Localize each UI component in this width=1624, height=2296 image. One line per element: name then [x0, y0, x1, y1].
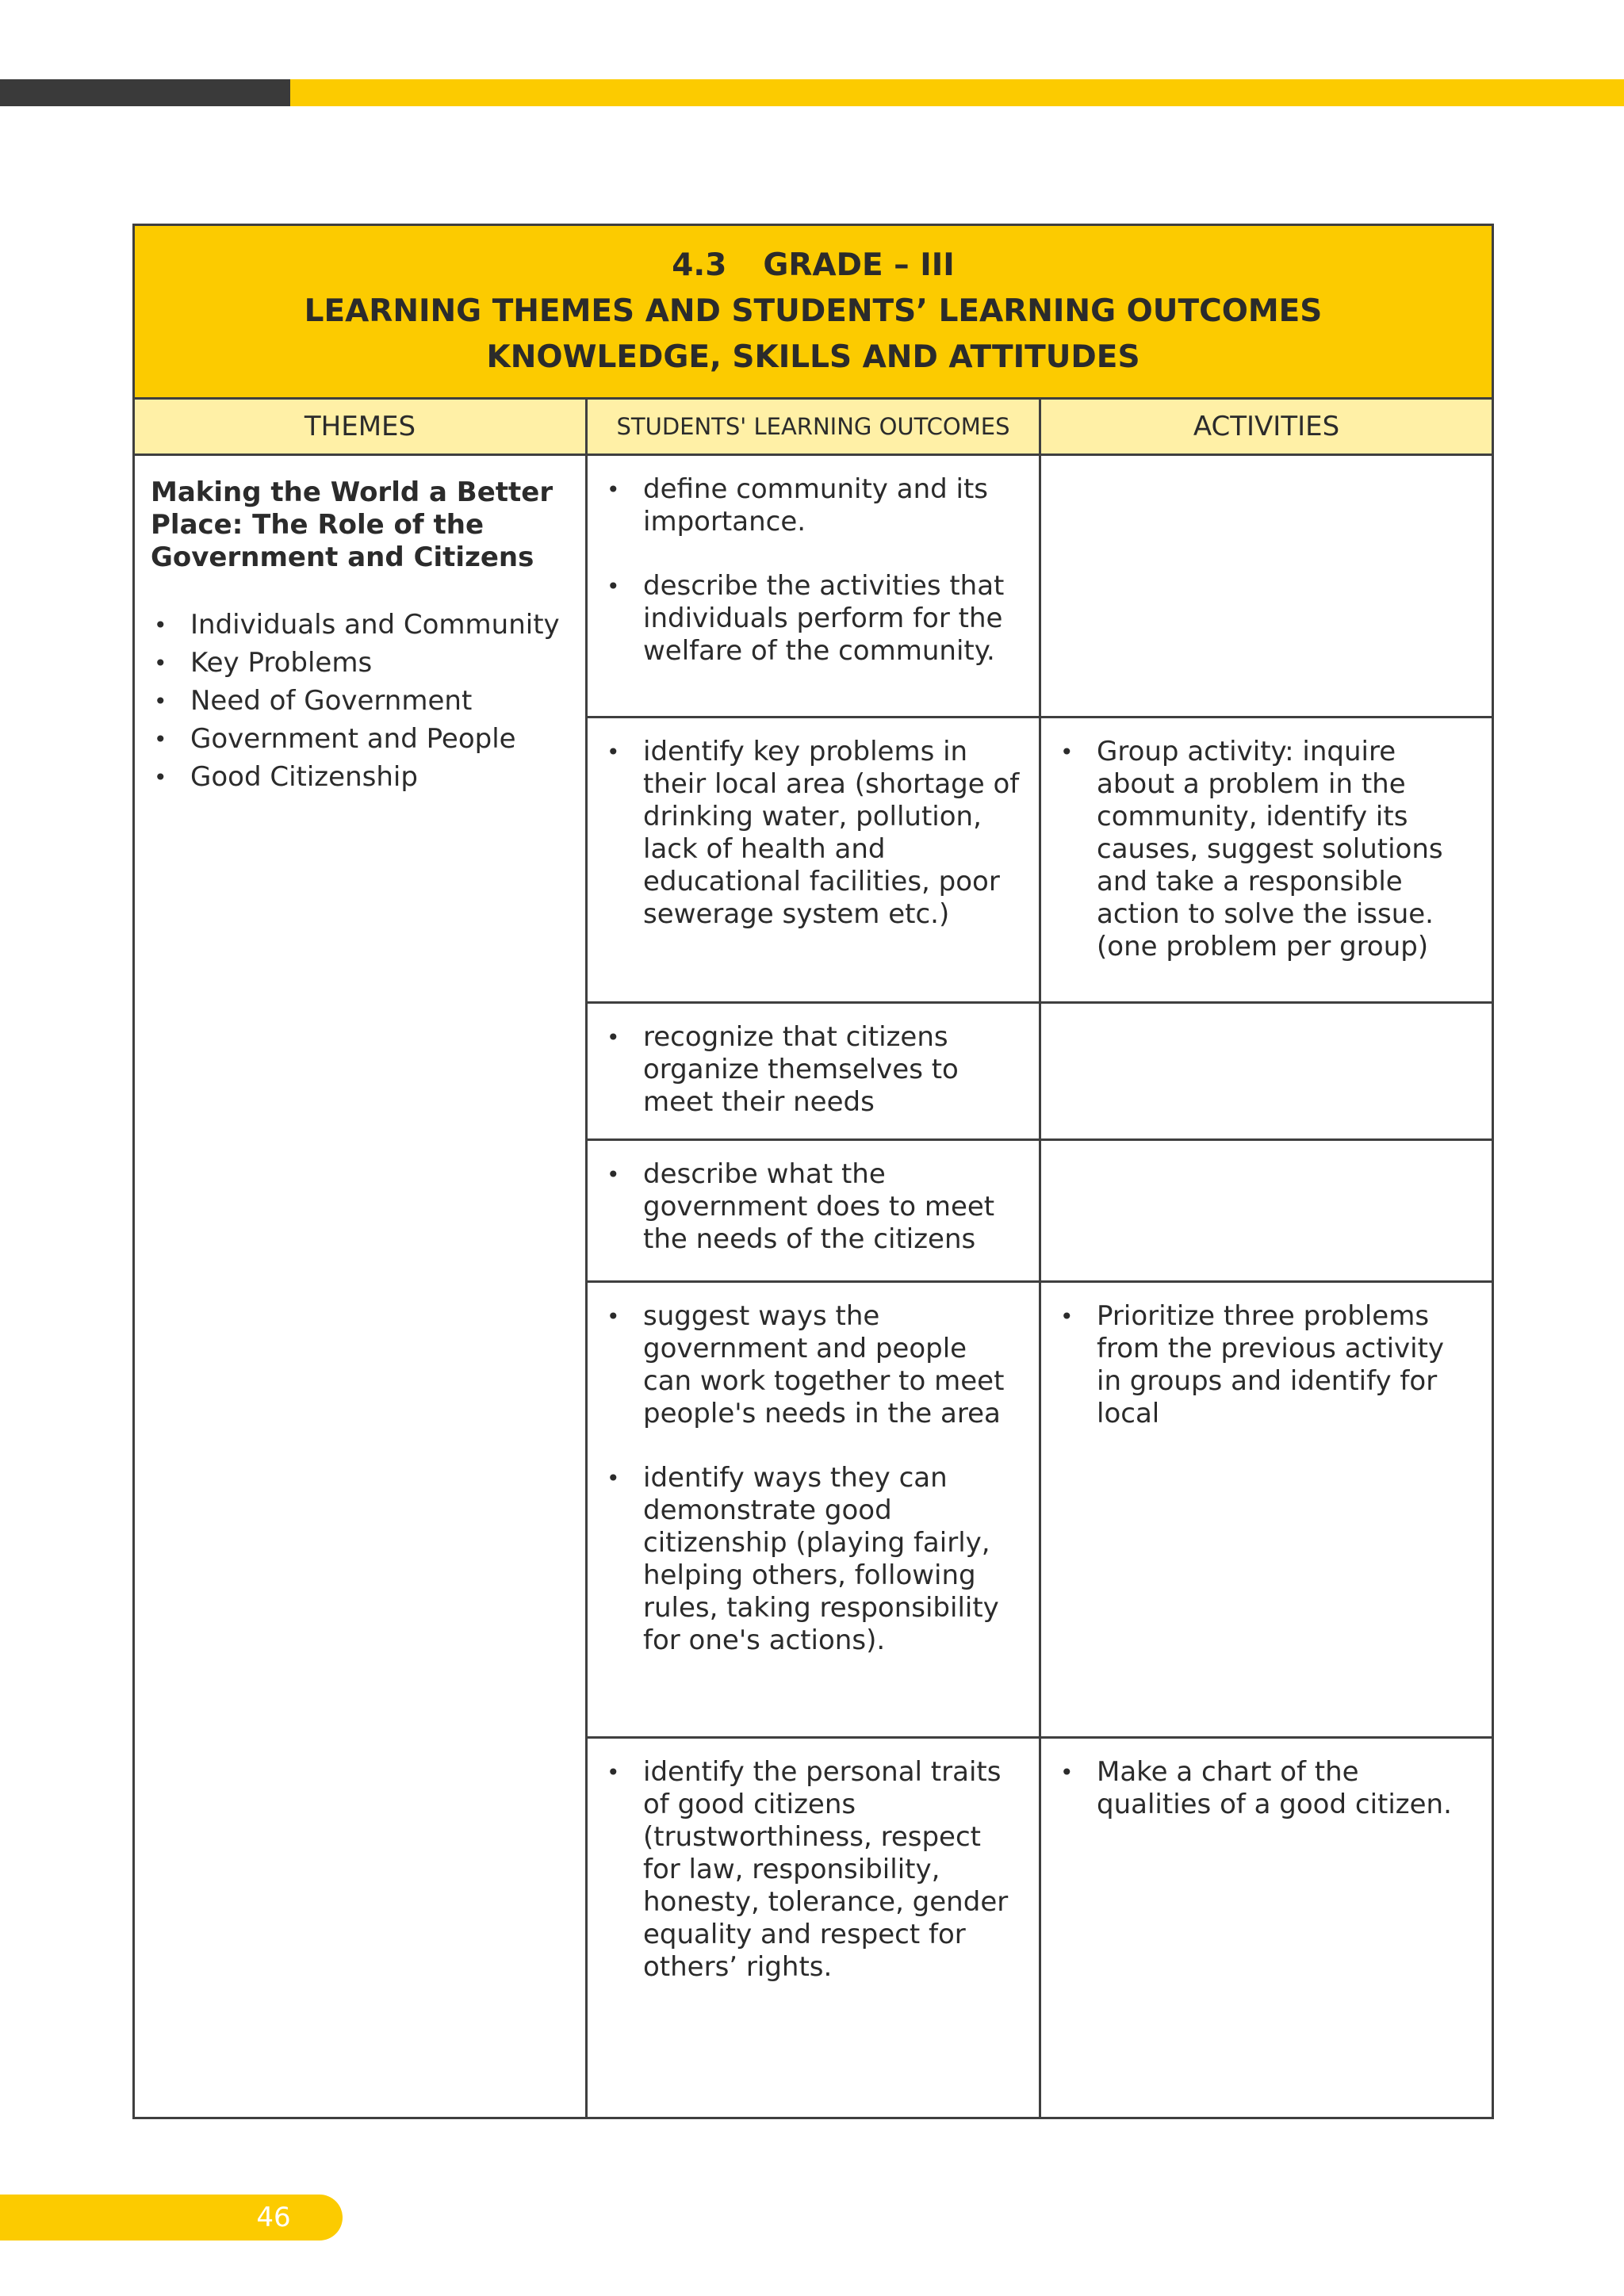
theme-item: • Good Citizenship	[151, 761, 569, 794]
column-header-outcomes: STUDENTS' LEARNING OUTCOMES	[587, 399, 1040, 455]
outcome-item: • identify the personal traits of good citizens (trustworthiness, respect for law, responsibility, honesty, tolerance, gender equality and respect for others’ rights.	[603, 1756, 1023, 1984]
activity-cell	[1040, 1738, 1493, 2118]
outcome-cell	[587, 718, 1040, 1003]
theme-item: • Individuals and Community	[151, 609, 569, 641]
top-bar-accent	[290, 79, 1624, 106]
outcome-cell	[587, 1738, 1040, 2118]
title-line-2: LEARNING THEMES AND STUDENTS’ LEARNING OUTCOMES	[304, 293, 1323, 329]
outcome-cell	[587, 1140, 1040, 1282]
activity-cell	[1040, 718, 1493, 1003]
outcome-list	[603, 1158, 1023, 1256]
top-bar-dark	[0, 79, 290, 106]
theme-item: • Key Problems	[151, 647, 569, 679]
activity-cell-empty	[1040, 1140, 1493, 1282]
grade-heading	[135, 243, 1492, 289]
activity-item: • Prioritize three problems from the previous activity in groups and identify for local	[1057, 1300, 1476, 1430]
curriculum-table	[132, 224, 1494, 2119]
outcome-list	[603, 473, 1023, 668]
activity-cell-empty	[1040, 1003, 1493, 1140]
title-line-3: KNOWLEDGE, SKILLS AND ATTITUDES	[486, 339, 1140, 375]
activity-cell	[1040, 1282, 1493, 1738]
outcome-cell	[587, 455, 1040, 718]
outcome-list	[603, 1300, 1023, 1657]
outcome-list	[603, 736, 1023, 931]
outcome-item: • identify ways they can demonstrate good citizenship (playing fairly, helping others, following rules, taking responsibility for one's actions).	[603, 1462, 1023, 1657]
grade-label: GRADE – III	[763, 247, 955, 283]
table-title-block	[134, 225, 1493, 399]
theme-title: Making the World a Better Place: The Role of the Government and Citizens	[151, 476, 553, 573]
section-number: 4.3	[672, 247, 727, 283]
outcome-item: • describe the activities that individuals perform for the welfare of the community.	[603, 570, 1023, 668]
outcome-item: • identify key problems in their local area (shortage of drinking water, pollution, lack of health and educational facilities, poor sewerage system etc.)	[603, 736, 1023, 931]
column-header-themes: THEMES	[134, 399, 587, 455]
themes-cell	[134, 455, 587, 2118]
outcome-cell	[587, 1282, 1040, 1738]
activity-list	[1057, 736, 1476, 963]
outcome-list	[603, 1021, 1023, 1119]
outcome-item: • suggest ways the government and people can work together to meet people's needs in the area	[603, 1300, 1023, 1430]
activity-item: • Group activity: inquire about a problem in the community, identify its causes, suggest solutions and take a responsible action to solve the issue. (one problem per group)	[1057, 736, 1476, 963]
outcome-list	[603, 1756, 1023, 1984]
activity-cell-empty	[1040, 455, 1493, 718]
outcome-item: • define community and its importance.	[603, 473, 1023, 538]
theme-list	[151, 609, 569, 794]
outcome-cell	[587, 1003, 1040, 1140]
theme-item: • Government and People	[151, 723, 569, 756]
activity-item: • Make a chart of the qualities of a good citizen.	[1057, 1756, 1476, 1821]
column-header-activities: ACTIVITIES	[1040, 399, 1493, 455]
outcome-item: • recognize that citizens organize themselves to meet their needs	[603, 1021, 1023, 1119]
page-number: 46	[256, 2202, 291, 2233]
outcome-item: • describe what the government does to meet the needs of the citizens	[603, 1158, 1023, 1256]
theme-item: • Need of Government	[151, 685, 569, 718]
activity-list	[1057, 1300, 1476, 1430]
activity-list	[1057, 1756, 1476, 1821]
